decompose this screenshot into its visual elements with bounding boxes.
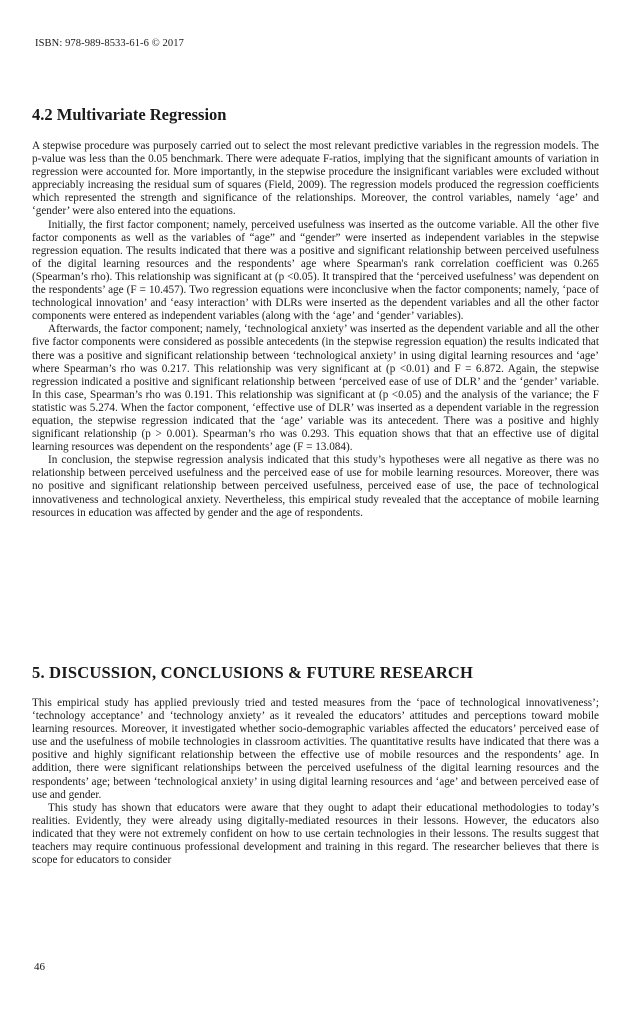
paragraph: This empirical study has applied previously tried and tested measures from the ‘pace of technological innovativeness’; ‘technology acceptance’ and ‘technology anxiety’ as it revealed the educators’ attitudes and perceptions toward mobile learning resources. Moreover, it investigated whether socio-demographic variables affected the educators’ perceived ease of use and the usefulness of mobile technologies in classroom activities. The quantitative results have indicated that there was a positive and highly significant relationship between the effective use of mobile resources and the respondents’ age. In addition, there were significant relationships between the perceived usefulness of the digital learning resources and the respondents’ age; between ‘technological anxiety’ in using digital learning resources and ‘age’ and between perceived ease of use and gender. [32,697,599,801]
paragraph: In conclusion, the stepwise regression analysis indicated that this study’s hypotheses were all negative as there was no relationship between perceived usefulness and the perceived ease of use for mobile learning resources. Moreover, there was no positive and significant relationship between perceived usefulness, perceived ease of use, the pace of technological innovativeness and technological anxiety. Nevertheless, this empirical study revealed that the acceptance of mobile learning resources in education was affected by gender and the age of respondents. [32,454,599,519]
section-body-discussion [32,697,599,867]
section-heading-discussion: 5. DISCUSSION, CONCLUSIONS & FUTURE RESEARCH [32,663,474,682]
paragraph: Initially, the first factor component; namely, perceived usefulness was inserted as the outcome variable. All the other five factor components as well as the variables of “age” and “gender” were inserted as independent variables in the stepwise regression equation. The results indicated that there was a positive and significant relationship between perceived usefulness of the digital learning resources and the respondents’ age where Spearman's rank correlation coefficient was 0.265 (Spearman’s rho). This relationship was significant at (p <0.05). It transpired that the ‘perceived usefulness’ was dependent on the respondents’ age (F = 10.457). Two regression equations were inconclusive when the factor components; namely, ‘pace of technological innovation’ and ‘easy interaction’ with DLRs were inserted as the dependent variables and all the other factor components were entered as independent variables (along with the ‘age’ and ‘gender’ variables). [32,218,599,323]
isbn-header: ISBN: 978-989-8533-61-6 © 2017 [35,38,184,49]
paragraph: Afterwards, the factor component; namely, ‘technological anxiety’ was inserted as the dependent variable and all the other five factor components were considered as possible antecedents (in the stepwise regression equation) the results indicated that there was a positive and significant relationship between ‘technological anxiety’ in using digital learning resources and ‘age’ where Spearman’s rho was 0.217. This relationship was very significant at (p <0.01) and F = 6.872. Again, the stepwise regression indicated a positive and significant relationship between ‘perceived ease of use of DLR’ and the ‘gender’ variable. In this case, Spearman’s rho was 0.191. This relationship was significant at (p <0.05) and the analysis of the variance; the F statistic was 5.274. When the factor component, ‘effective use of DLR’ was inserted as a dependent variable in the regression equation, the stepwise regression indicated that the ‘age’ variable was its antecedent. There was a positive and highly significant relationship (p > 0.001). Spearman’s rho was 0.293. This equation shows that that an effective use of digital learning resources was dependent on the respondents’ age (F = 13.084). [32,323,599,454]
page-number: 46 [34,961,45,973]
paragraph: A stepwise procedure was purposely carried out to select the most relevant predictive variables in the regression models. The p-value was less than the 0.05 benchmark. There were adequate F-ratios, implying that the significant amounts of variation in regression were accounted for. More importantly, in the stepwise procedure the insignificant variables were excluded without appreciably increasing the residual sum of squares (Field, 2009). The regression models produced the regression coefficients which represented the strength and significance of the relationships. Moreover, the control variables, namely ‘age’ and ‘gender’ were also entered into the equations. [32,140,599,218]
section-heading-multivariate-regression: 4.2 Multivariate Regression [32,105,227,124]
paragraph: This study has shown that educators were aware that they ought to adapt their educational methodologies to today’s realities. Evidently, they were already using digitally-mediated resources in their lessons. However, the educators also indicated that they were not extremely confident on how to use certain technologies in their lessons. The results suggest that teachers may require continuous professional development and training in this regard. The researcher believes that there is scope for educators to consider [32,801,599,867]
section-body-multivariate-regression [32,140,599,520]
